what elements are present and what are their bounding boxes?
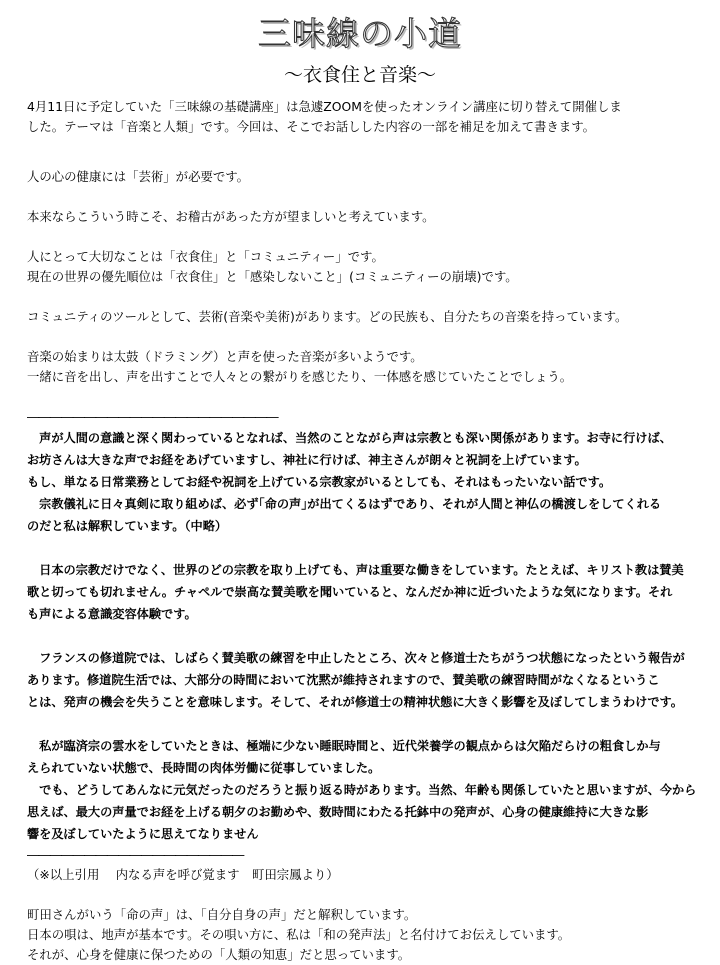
text-line: も声による意識変容体験です。	[27, 607, 197, 621]
divider-bottom: ―――――――――――――――――――	[27, 847, 244, 862]
divider-top: ――――――――――――――――――――――	[27, 409, 278, 424]
text-line: 日本の宗教だけでなく、世界のどの宗教を取り上げても、声は重要な働きをしています。たとえば、キリスト教は賛美	[27, 563, 684, 577]
text-line: それが、心身を健康に保つための「人類の知恵」だと思っています。	[27, 947, 411, 962]
text-line: 日本の唄は、地声が基本です。その唄い方に、私は「和の発声法」と名付けてお伝えしています。	[27, 927, 571, 942]
intro-paragraph	[27, 97, 711, 137]
closing-paragraph	[27, 905, 711, 965]
text-line: あります。修道院生活では、大部分の時間において沈黙が維持されますので、賛美歌の練習時間がなくなるというこ	[27, 673, 660, 687]
text-line: 4月11日に予定していた「三味線の基礎講座」は急遽ZOOMを使ったオンライン講座に切り替えて開催しま	[27, 99, 622, 114]
text-line: えられていない状態で、長時間の肉体労働に従事していました。	[27, 761, 381, 775]
text-line: 歌と切っても切れません。チャペルで崇高な賛美歌を聞いていると、なんだか神に近づいたような気になります。それ	[27, 585, 673, 599]
paragraph-music-origin	[27, 347, 711, 387]
text-line: とは、発声の機会を失うことを意味します。そして、それが修道士の精神状態に大きく影響を及ぼしてしまうわけです。	[27, 695, 683, 709]
text-line: のだと私は解釈しています。（中略）	[27, 519, 228, 533]
document-body	[27, 97, 711, 965]
paragraph-art: 人の心の健康には「芸術」が必要です。	[27, 169, 250, 184]
text-line: 宗教儀礼に日々真剣に取り組めば、必ず｢命の声｣が出てくるはずであり、それが人間と神仏の橋渡しをしてくれる	[27, 497, 662, 511]
text-line: した。テーマは「音楽と人類」です。今回は、そこでお話しした内容の一部を補足を加えて書きます。	[27, 119, 595, 134]
text-line: もし、単なる日常業務としてお経や祝詞を上げている宗教家がいるとしても、それはもったいない話です。	[27, 475, 612, 489]
page-title: 三味線の小道	[258, 14, 462, 53]
quote-paragraph-1	[27, 427, 711, 537]
text-line: 人にとって大切なことは「衣食住」と「コミュニティー」です。	[27, 249, 384, 264]
quote-paragraph-3	[27, 647, 711, 713]
page-subtitle: ～衣食住と音楽～	[283, 64, 436, 86]
text-line: でも、どうしてあんなに元気だったのだろうと振り返る時があります。当然、年齢も関係していたと思いますが、今から	[27, 783, 697, 797]
text-line: 声が人間の意識と深く関わっているとなれば、当然のことながら声は宗教とも深い関係があります。お寺に行けば、	[27, 431, 672, 445]
paragraph-lessons: 本来ならこういう時こそ、お稽古があった方が望ましいと考えています。	[27, 209, 435, 224]
quote-paragraph-2	[27, 559, 711, 625]
text-line: 町田さんがいう「命の声」は、「自分自身の声」だと解釈しています。	[27, 907, 417, 922]
text-line: 現在の世界の優先順位は「衣食住」と「感染しないこと」(コミュニティーの崩壊)です。	[27, 269, 518, 284]
citation: （※以上引用 内なる声を呼び覚ます 町田宗鳳より）	[27, 867, 339, 882]
paragraph-community-tools: コミュニティのツールとして、芸術(音楽や美術)があります。どの民族も、自分たちの音楽を持っています。	[27, 309, 628, 324]
quote-paragraph-4	[27, 735, 711, 845]
text-line: 響を及ぼしていたように思えてなりません	[27, 827, 259, 841]
text-line: 音楽の始まりは太鼓（ドラミング）と声を使った音楽が多いようです。	[27, 349, 423, 364]
text-line: 私が臨済宗の雲水をしていたときは、極端に少ない睡眠時間と、近代栄養学の観点からは欠陥だらけの粗食しか与	[27, 739, 661, 753]
text-line: 思えば、最大の声量でお経を上げる朝夕のお勤めや、数時間にわたる托鉢中の発声が、心身の健康維持に大きな影	[27, 805, 649, 819]
text-line: フランスの修道院では、しばらく賛美歌の練習を中止したところ、次々と修道士たちがうつ状態になったという報告が	[27, 651, 685, 665]
quoted-passage	[27, 427, 711, 845]
text-line: 一緒に音を出し、声を出すことで人々との繋がりを感じたり、一体感を感じていたことでしょう。	[27, 369, 573, 384]
text-line: お坊さんは大きな声でお経をあげていますし、神社に行けば、神主さんが朗々と祝詞を上げています。	[27, 453, 587, 467]
paragraph-priorities	[27, 247, 711, 287]
